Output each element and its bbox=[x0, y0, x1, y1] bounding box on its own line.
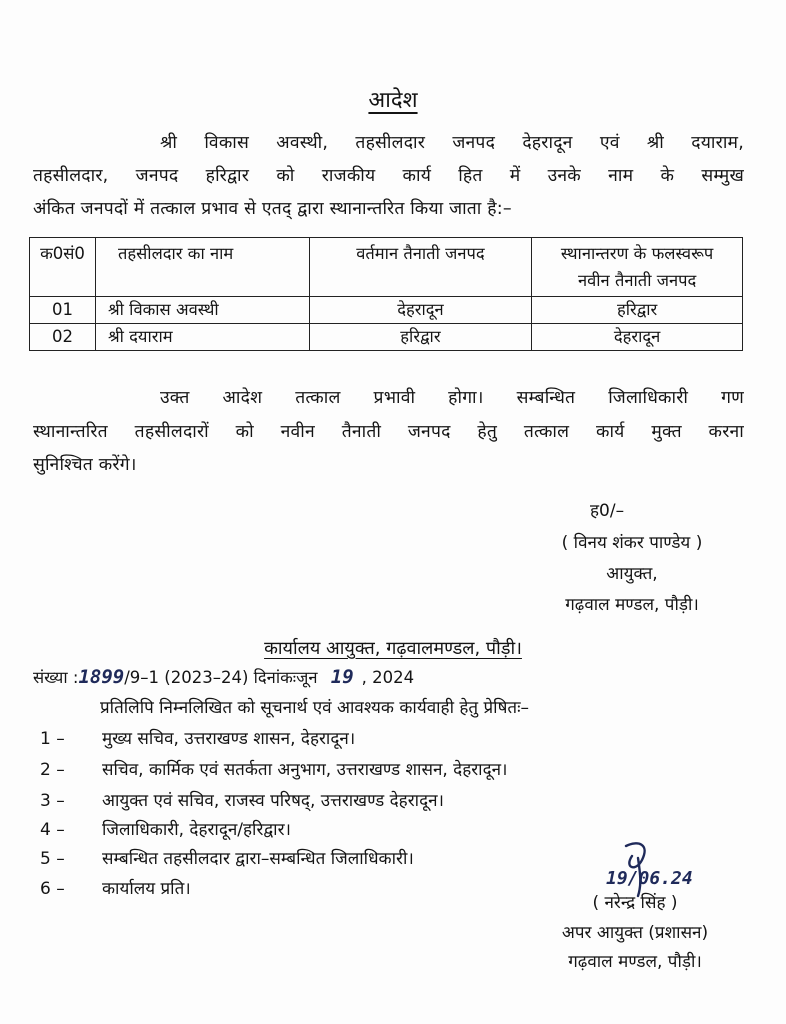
list-item bbox=[40, 846, 414, 869]
list-text: मुख्य सचिव, उत्तराखण्ड शासन, देहरादून। bbox=[102, 729, 356, 749]
row-serial: 01 bbox=[30, 297, 96, 324]
order-title: आदेश bbox=[368, 88, 418, 113]
list-number: 5 – bbox=[40, 849, 65, 869]
closing-line-1: उक्त आदेश तत्काल प्रभावी होगा। सम्बन्धित जिलाधिकारी गण bbox=[160, 388, 744, 408]
commissioner-designation: आयुक्त, bbox=[606, 564, 658, 584]
number-rest: /9–1 (2023–24) दिनांकःजून bbox=[124, 668, 318, 687]
list-number: 2 – bbox=[40, 760, 65, 780]
row-current-district: हरिद्वार bbox=[309, 324, 532, 351]
handwritten-day: 19 bbox=[330, 666, 354, 688]
additional-commissioner-designation: अपर आयुक्त (प्रशासन) bbox=[561, 923, 709, 943]
table-header-row bbox=[30, 238, 743, 297]
list-text: आयुक्त एवं सचिव, राजस्व परिषद्, उत्तराखण्ड देहरादून। bbox=[102, 791, 444, 811]
row-serial: 02 bbox=[30, 324, 96, 351]
list-text: कार्यालय प्रति। bbox=[102, 879, 191, 899]
list-number: 4 – bbox=[40, 820, 65, 840]
list-number: 6 – bbox=[40, 879, 65, 899]
list-text: सचिव, कार्मिक एवं सतर्कता अनुभाग, उत्तराखण्ड शासन, देहरादून। bbox=[102, 760, 508, 780]
transfer-table bbox=[29, 237, 743, 351]
row-new-district: देहरादून bbox=[532, 324, 743, 351]
list-text: जिलाधिकारी, देहरादून/हरिद्वार। bbox=[102, 820, 291, 840]
reference-number-line bbox=[33, 665, 414, 688]
row-new-district: हरिद्वार bbox=[532, 297, 743, 324]
additional-commissioner-office: गढ़वाल मण्डल, पौड़ी। bbox=[568, 952, 702, 972]
list-item bbox=[40, 757, 508, 780]
header-name: तहसीलदार का नाम bbox=[95, 238, 309, 297]
intro-line-3: अंकित जनपदों में तत्काल प्रभाव से एतद् द्वारा स्थानान्तरित किया जाता है:– bbox=[33, 199, 512, 219]
signed-mark: ह0/– bbox=[590, 501, 625, 521]
header-current-district: वर्तमान तैनाती जनपद bbox=[309, 238, 532, 297]
commissioner-name: ( विनय शंकर पाण्डेय ) bbox=[561, 533, 703, 553]
list-number: 3 – bbox=[40, 791, 65, 811]
table-row bbox=[30, 324, 743, 351]
closing-line-3: सुनिश्चित करेंगे। bbox=[33, 455, 137, 475]
closing-line-2: स्थानान्तरित तहसीलदारों को नवीन तैनाती जनपद हेतु तत्काल कार्य मुक्त करना bbox=[33, 422, 744, 442]
additional-commissioner-name: ( नरेन्द्र सिंह ) bbox=[592, 893, 678, 913]
list-item bbox=[40, 788, 444, 811]
list-item bbox=[40, 817, 291, 840]
office-heading: कार्यालय आयुक्त, गढ़वालमण्डल, पौड़ी। bbox=[264, 638, 522, 659]
number-label: संख्या : bbox=[33, 668, 79, 687]
row-current-district: देहरादून bbox=[309, 297, 532, 324]
header-new-district: स्थानान्तरण के फलस्वरूप नवीन तैनाती जनपद bbox=[532, 238, 743, 297]
header-serial: क0सं0 bbox=[30, 238, 96, 297]
table-row bbox=[30, 297, 743, 324]
list-item bbox=[40, 726, 355, 749]
handwritten-number: 1899 bbox=[78, 666, 125, 688]
date-year: , 2024 bbox=[361, 668, 415, 687]
forward-line: प्रतिलिपि निम्नलिखित को सूचनार्थ एवं आवश्यक कार्यवाही हेतु प्रेषितः– bbox=[100, 698, 530, 718]
row-name: श्री दयाराम bbox=[95, 324, 309, 351]
list-item bbox=[40, 876, 191, 899]
row-name: श्री विकास अवस्थी bbox=[95, 297, 309, 324]
commissioner-office: गढ़वाल मण्डल, पौड़ी। bbox=[565, 595, 699, 615]
list-number: 1 – bbox=[40, 729, 65, 749]
list-text: सम्बन्धित तहसीलदार द्वारा–सम्बन्धित जिलाधिकारी। bbox=[102, 849, 414, 869]
intro-line-2: तहसीलदार, जनपद हरिद्वार को राजकीय कार्य हित में उनके नाम के सम्मुख bbox=[33, 166, 744, 186]
intro-line-1: श्री विकास अवस्थी, तहसीलदार जनपद देहरादून एवं श्री दयाराम, bbox=[160, 133, 744, 153]
signature-date: 19/06.24 bbox=[606, 868, 693, 889]
